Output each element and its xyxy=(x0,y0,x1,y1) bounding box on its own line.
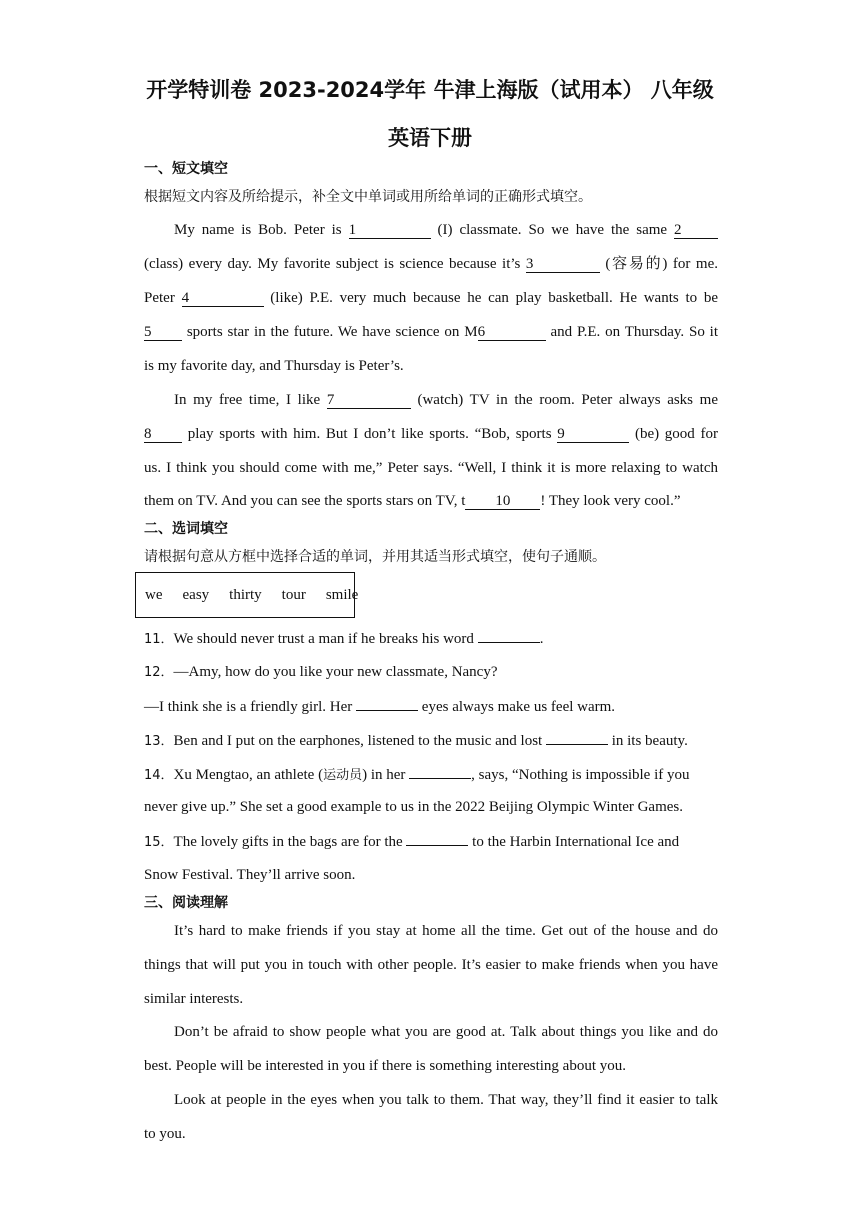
question-11: 11．We should never trust a man if he breaks his word . xyxy=(144,628,718,650)
cloze-line: (class) every day. My favorite subject is science because it’s 3 (容易的) for me. xyxy=(144,256,719,272)
question-12: 12．—Amy, how do you like your new classmate, Nancy? xyxy=(144,664,498,680)
answer-blank[interactable] xyxy=(406,831,468,846)
blank-3[interactable]: 3 xyxy=(526,256,600,273)
word-bank-item: we xyxy=(145,586,163,603)
reading-line: It’s hard to make friends if you stay at home all the time. Get out of the house and do xyxy=(174,923,718,939)
question-12-reply: —I think she is a friendly girl. Her eyes always make us feel warm. xyxy=(144,696,718,717)
section2-instruction: 请根据句意从方框中选择合适的单词，并用其适当形式填空，使句子通顺。 xyxy=(144,549,606,565)
question-13: 13．Ben and I put on the earphones, listened to the music and lost in its beauty. xyxy=(144,730,718,752)
answer-blank[interactable] xyxy=(409,764,471,779)
word-bank xyxy=(135,572,359,618)
page-subtitle: 英语下册 xyxy=(388,126,472,150)
cloze-line: My name is Bob. Peter is 1 (I) classmate. So we have the same 2 xyxy=(144,220,718,240)
question-15: 15．The lovely gifts in the bags are for the to the Harbin International Ice and xyxy=(144,831,718,853)
cloze-line: 5 sports star in the future. We have science on M6 and P.E. on Thursday. So it xyxy=(144,324,718,340)
question-14: 14．Xu Mengtao, an athlete (运动员) in her , says, “Nothing is impossible if you xyxy=(144,764,718,786)
reading-line: similar interests. xyxy=(144,991,244,1007)
blank-1[interactable]: 1 xyxy=(349,222,431,239)
answer-blank[interactable] xyxy=(356,696,418,711)
section1-heading: 一、短文填空 xyxy=(144,161,228,177)
answer-blank[interactable] xyxy=(478,628,540,643)
blank-6[interactable]: 6 xyxy=(478,324,546,341)
reading-line: things that will put you in touch with other people. It’s easier to make friends when you have xyxy=(144,957,718,973)
cloze-line: them on TV. And you can see the sports stars on TV, t 10 ! They look very cool.” xyxy=(144,493,681,509)
cloze-line: us. I think you should come with me,” Peter says. “Well, I think it is more relaxing to watch xyxy=(144,460,718,476)
blank-2[interactable]: 2 xyxy=(674,222,718,239)
question-15-cont: Snow Festival. They’ll arrive soon. xyxy=(144,867,356,883)
blank-7[interactable]: 7 xyxy=(327,392,411,409)
word-bank-item: tour xyxy=(281,586,306,603)
question-14-cont: never give up.” She set a good example to us in the 2022 Beijing Olympic Winter Games. xyxy=(144,799,684,815)
reading-line: to you. xyxy=(144,1126,186,1142)
section2-heading: 二、选词填空 xyxy=(144,521,228,537)
reading-line: best. People will be interested in you if there is something interesting about you. xyxy=(144,1058,626,1074)
word-bank-item: smile xyxy=(325,586,359,603)
reading-line: Look at people in the eyes when you talk to them. That way, they’ll find it easier to talk xyxy=(174,1092,718,1108)
page-title: 开学特训卷 2023-2024学年 牛津上海版（试用本） 八年级 xyxy=(146,78,714,102)
word-bank-item: easy xyxy=(182,586,210,603)
cloze-line: 8 play sports with him. But I don’t like sports. “Bob, sports 9 (be) good for xyxy=(144,426,718,442)
cloze-line: In my free time, I like 7 (watch) TV in the room. Peter always asks me xyxy=(174,392,719,408)
blank-8[interactable]: 8 xyxy=(144,426,182,443)
cloze-line: is my favorite day, and Thursday is Peter’s. xyxy=(144,358,404,374)
word-bank-item: thirty xyxy=(229,586,262,603)
section3-heading: 三、阅读理解 xyxy=(144,895,228,911)
blank-4[interactable]: 4 xyxy=(182,290,264,307)
cloze-line: Peter 4 (like) P.E. very much because he can play basketball. He wants to be xyxy=(144,290,718,306)
reading-line: Don’t be afraid to show people what you are good at. Talk about things you like and do xyxy=(174,1024,718,1040)
section1-instruction: 根据短文内容及所给提示，补全文中单词或用所给单词的正确形式填空。 xyxy=(144,189,592,205)
blank-9[interactable]: 9 xyxy=(557,426,629,443)
blank-5[interactable]: 5 xyxy=(144,324,182,341)
blank-10[interactable]: 10 xyxy=(465,493,540,510)
answer-blank[interactable] xyxy=(546,730,608,745)
